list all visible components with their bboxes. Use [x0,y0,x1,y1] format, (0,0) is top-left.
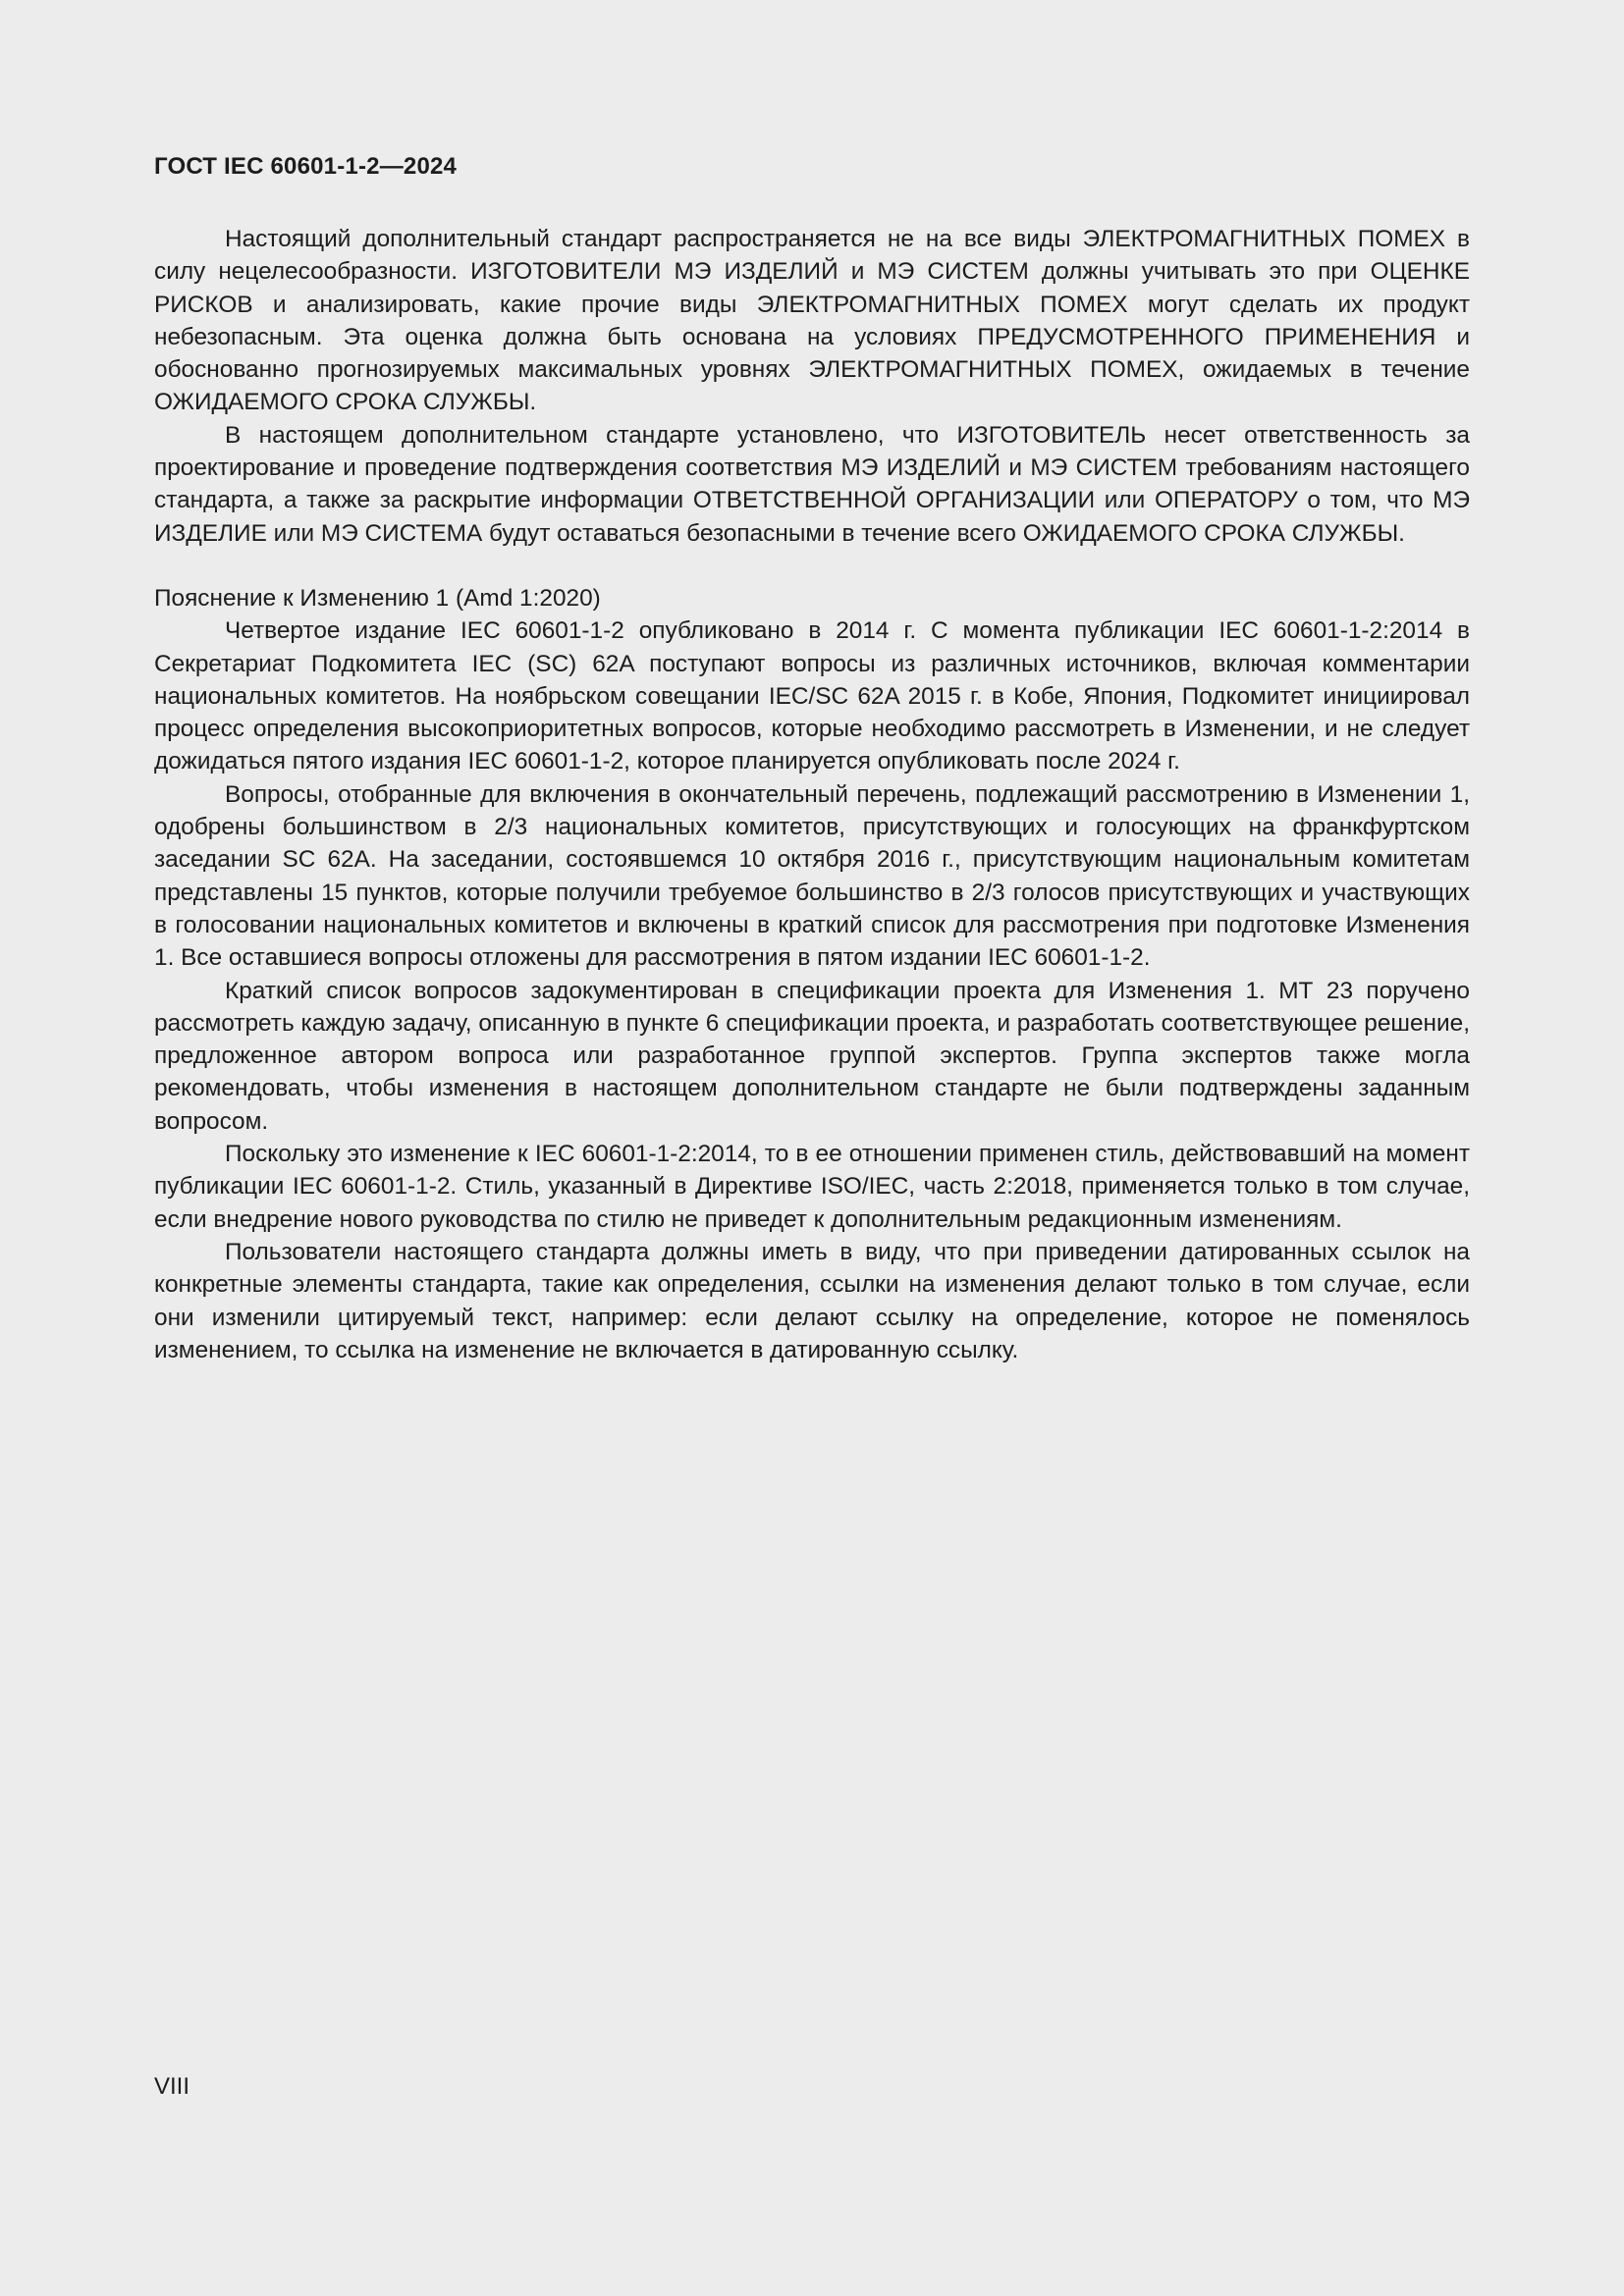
amendment-paragraph-1: Четвертое издание IEC 60601-1-2 опубликовано в 2014 г. С момента публикации IEC 60601-1-2:2014 в Секретариат Подкомитета IEC (SC) 62A поступают вопросы из различных источников, включая комментарии национальных комитетов. На ноябрьском совещании IEC/SC 62A 2015 г. в Кобе, Япония, Подкомитет инициировал процесс определения высокоприоритетных вопросов, которые необходимо рассмотреть в Изменении, и не следует дожидаться пятого издания IEC 60601-1-2, которое планируется опубликовать после 2024 г. [154,617,1470,775]
amendment-paragraph-5: Пользователи настоящего стандарта должны иметь в виду, что при приведении датированных ссылок на конкретные элементы стандарта, такие как определения, ссылки на изменения делают только в том случае, если они изменили цитируемый текст, например: если делают ссылку на определение, которое не поменялось изменением, то ссылка на изменение не включается в датированную ссылку. [154,1238,1470,1363]
amendment-paragraph-4: Поскольку это изменение к IEC 60601-1-2:2014, то в ее отношении применен стиль, действовавший на момент публикации IEC 60601-1-2. Стиль, указанный в Директиве ISO/IEC, часть 2:2018, применяется только в том случае, если внедрение нового руководства по стилю не приведет к дополнительным редакционным изменениям. [154,1141,1470,1233]
amendment-paragraph-3: Краткий список вопросов задокументирован в спецификации проекта для Изменения 1. МТ 23 поручено рассмотреть каждую задачу, описанную в пункте 6 спецификации проекта, и разработать соответствующее решение, предложенное автором вопроса или разработанное группой экспертов. Группа экспертов также могла рекомендовать, чтобы изменения в настоящем дополнительном стандарте не были подтверждены заданным вопросом. [154,977,1470,1135]
page-number: VIII [154,2073,190,2100]
document-body [154,223,1470,1366]
intro-paragraph-1: Настоящий дополнительный стандарт распространяется не на все виды ЭЛЕКТРОМАГНИТНЫХ ПОМЕХ в силу нецелесообразности. ИЗГОТОВИТЕЛИ МЭ ИЗДЕЛИЙ и МЭ СИСТЕМ должны учитывать это при ОЦЕНКЕ РИСКОВ и анализировать, какие прочие виды ЭЛЕКТРОМАГНИТНЫХ ПОМЕХ могут сделать их продукт небезопасным. Эта оценка должна быть основана на условиях ПРЕДУСМОТРЕННОГО ПРИМЕНЕНИЯ и обоснованно прогнозируемых максимальных уровнях ЭЛЕКТРОМАГНИТНЫХ ПОМЕХ, ожидаемых в течение ОЖИДАЕМОГО СРОКА СЛУЖБЫ. [154,226,1470,416]
amendment-paragraph-2: Вопросы, отобранные для включения в окончательный перечень, подлежащий рассмотрению в Изменении 1, одобрены большинством в 2/3 национальных комитетов, присутствующих и голосующих на франкфуртском заседании SC 62A. На заседании, состоявшемся 10 октября 2016 г., присутствующим национальным комитетам представлены 15 пунктов, которые получили требуемое большинство в 2/3 голосов присутствующих и участвующих в голосовании национальных комитетов и включены в краткий список для рассмотрения при подготовке Изменения 1. Все оставшиеся вопросы отложены для рассмотрения в пятом издании IEC 60601-1-2. [154,780,1470,972]
amendment-section-title: Пояснение к Изменению 1 (Amd 1:2020) [154,584,601,612]
standard-code-header: ГОСТ IEC 60601-1-2—2024 [154,153,458,180]
section-spacer [154,550,1470,582]
intro-paragraph-2: В настоящем дополнительном стандарте установлено, что ИЗГОТОВИТЕЛЬ несет ответственность за проектирование и проведение подтверждения соответствия МЭ ИЗДЕЛИЙ и МЭ СИСТЕМ требованиям настоящего стандарта, а также за раскрытие информации ОТВЕТСТВЕННОЙ ОРГАНИЗАЦИИ или ОПЕРАТОРУ о том, что МЭ ИЗДЕЛИЕ или МЭ СИСТЕМА будут оставаться безопасными в течение всего ОЖИДАЕМОГО СРОКА СЛУЖБЫ. [154,421,1470,547]
